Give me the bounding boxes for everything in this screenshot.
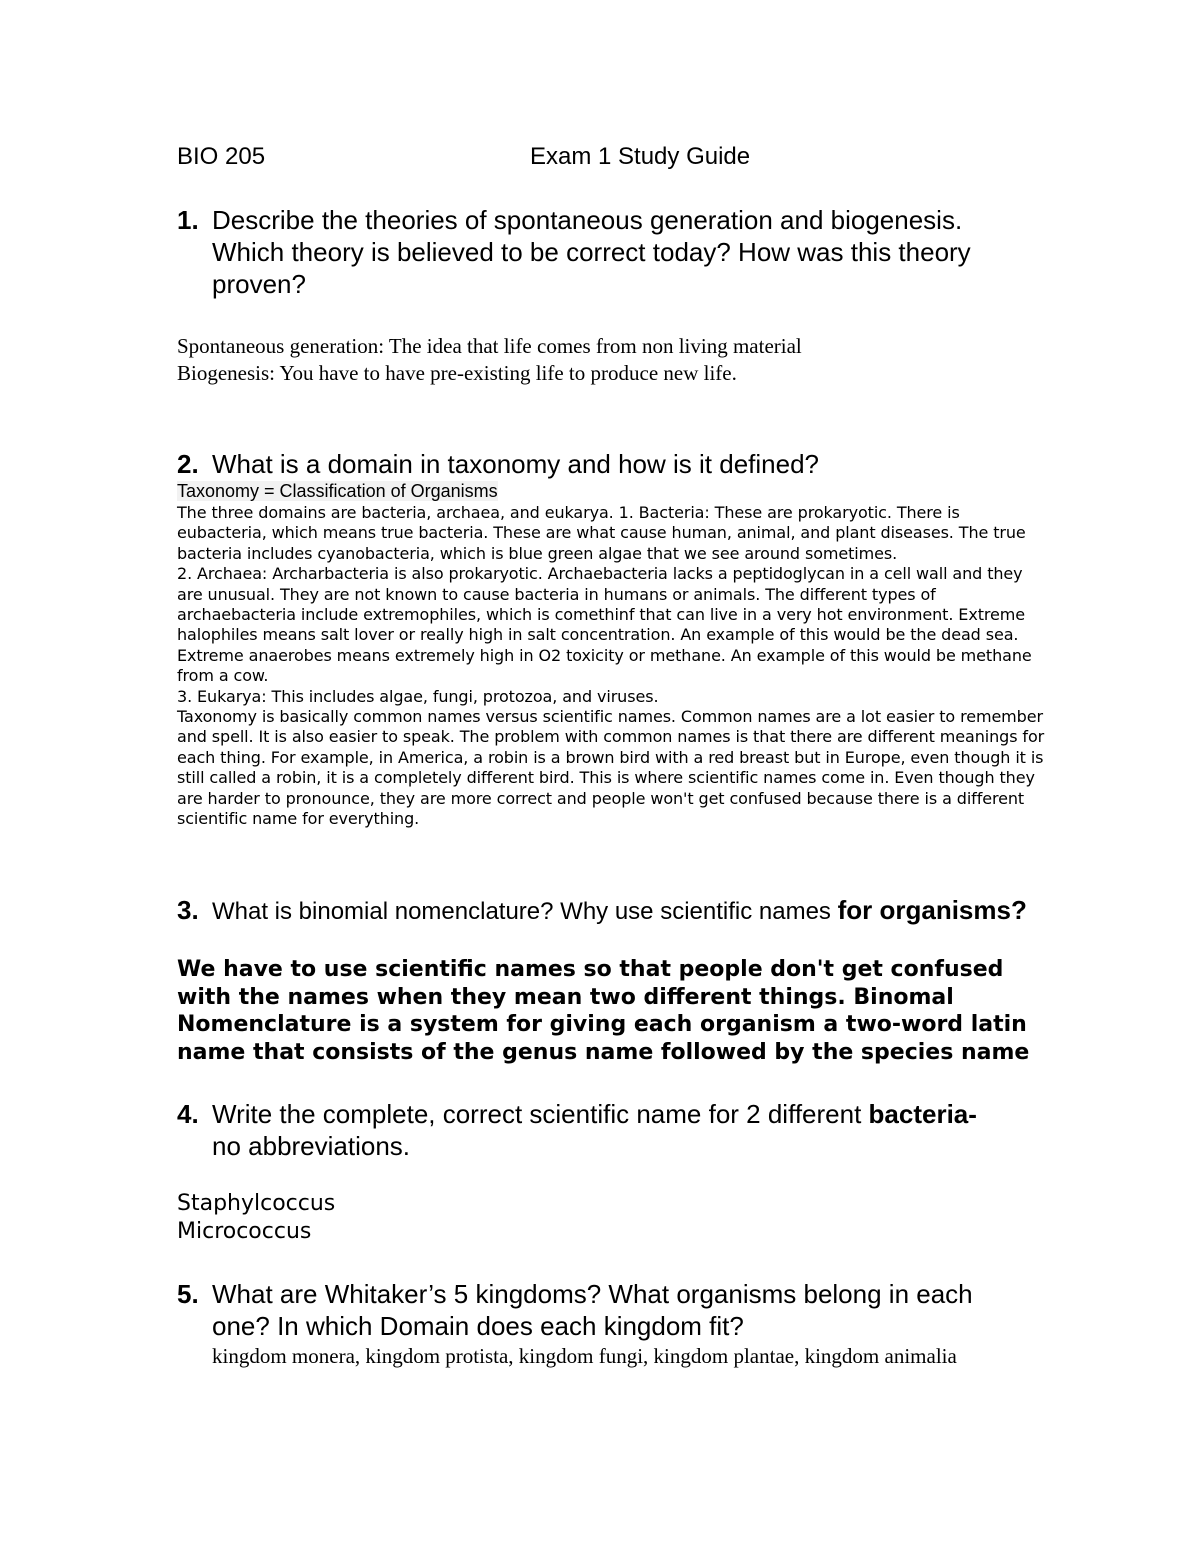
document-title: Exam 1 Study Guide [530, 143, 751, 170]
question-2-answer [177, 503, 1047, 830]
question-4-text-c: no abbreviations. [212, 1131, 411, 1161]
question-5 [177, 1278, 1037, 1342]
answer-line: Spontaneous generation: The idea that life comes from non living material [177, 334, 802, 358]
question-3-number: 3. [177, 895, 199, 925]
question-1 [177, 204, 1037, 300]
question-5-text: What are Whitaker’s 5 kingdoms? What organisms belong in each one? In which Domain does each kingdom fit? [212, 1279, 973, 1341]
taxonomy-definition [177, 480, 1047, 502]
question-1-answer [177, 333, 1037, 387]
answer-line: Biogenesis: You have to have pre-existing life to produce new life. [177, 361, 737, 385]
course-code: BIO 205 [177, 143, 266, 170]
question-1-text: Describe the theories of spontaneous generation and biogenesis. Which theory is believed to be correct today? How was this theory proven? [212, 205, 971, 299]
question-4-text-a: Write the complete, correct scientific name for 2 different [212, 1099, 869, 1129]
question-2-number: 2. [177, 449, 199, 479]
question-1-number: 1. [177, 205, 199, 235]
question-3 [177, 894, 1037, 928]
answer-paragraph: Taxonomy is basically common names versus scientific names. Common names are a lot easier to remember and spell. It is also easier to speak. The problem with common names is that there are different meanings for each thing. For example, in America, a robin is a brown bird with a red breast but in Europe, even though it is still called a robin, it is a completely different bird. This is where scientific names come in. Even though they are harder to pronounce, they are more correct and people won't get confused because there is a different scientific name for everything. [177, 707, 1045, 829]
question-4-answer [177, 1190, 1047, 1246]
answer-paragraph: The three domains are bacteria, archaea, and eukarya. 1. Bacteria: These are prokaryotic. There is eubacteria, which means true bacteria. These are what cause human, animal, and plant diseases. The true bacteria includes cyanobacteria, which is blue green algae that we see around sometimes. [177, 503, 1026, 563]
answer-paragraph: 3. Eukarya: This includes algae, fungi, protozoa, and viruses. [177, 686, 659, 706]
question-3-answer: We have to use scientific names so that people don't get confused with the names when they mean two different things. Binomal Nomenclature is a system for giving each organism a two-word latin name that consists of the genus name followed by the species name [177, 957, 1030, 1065]
question-2 [177, 448, 1037, 480]
question-4-text-b: bacteria- [868, 1099, 977, 1129]
question-2-text: What is a domain in taxonomy and how is it defined? [212, 449, 820, 479]
question-5-answer: kingdom monera, kingdom protista, kingdom fungi, kingdom plantae, kingdom animalia [212, 1344, 957, 1368]
question-4 [177, 1098, 1037, 1162]
question-3-text-bold: for organisms? [837, 895, 1027, 925]
question-4-number: 4. [177, 1099, 199, 1129]
question-3-text-light: What is binomial nomenclature? Why use scientific names [212, 898, 838, 925]
answer-line: Micrococcus [177, 1219, 312, 1244]
answer-line: Staphylcoccus [177, 1191, 336, 1216]
question-5-number: 5. [177, 1279, 199, 1309]
highlighted-text: Taxonomy = Classification of Organisms [177, 481, 498, 501]
answer-paragraph: 2. Archaea: Archarbacteria is also prokaryotic. Archaebacteria lacks a peptidoglycan in a cell wall and they are unusual. They are not known to cause bacteria in humans or animals. The different types of archaebacteria include extremophiles, which is comethinf that can live in a very hot environment. Extreme halophiles means salt lover or really high in salt concentration. An example of this would be the dead sea. Extreme anaerobes means extremely high in O2 toxicity or methane. An example of this would be methane from a cow. [177, 564, 1032, 686]
